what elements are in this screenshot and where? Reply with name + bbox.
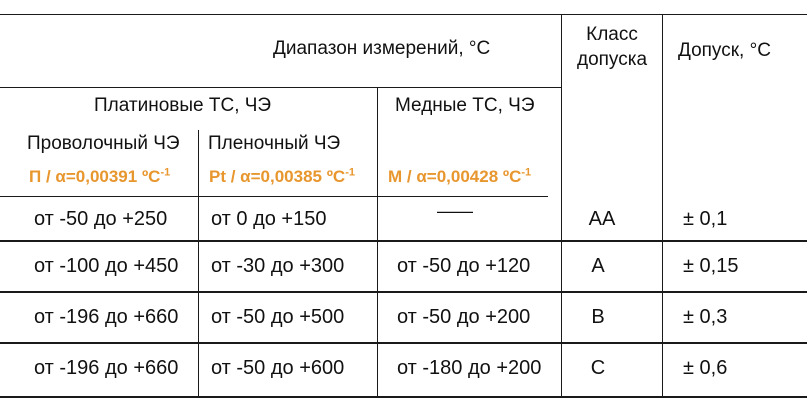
film-element-title: Пленочный ЧЭ — [208, 133, 341, 154]
divider-wire-film — [198, 130, 199, 396]
rule-row-2 — [0, 291, 807, 293]
rule-row-3 — [0, 342, 807, 344]
formula-text: П / α=0,00391 ºС — [29, 167, 161, 186]
formula-exponent: -1 — [521, 166, 532, 179]
divider-range-class — [561, 14, 562, 398]
rule-row-1 — [0, 240, 807, 242]
table-row-3-tolerance: ± 0,3 — [683, 306, 728, 328]
divider-platinum-copper — [377, 88, 378, 396]
table-row-2-film: от -30 до +300 — [211, 255, 345, 277]
table-row-3-wire: от -196 до +660 — [34, 306, 179, 328]
class-title-line1: Класс — [586, 24, 638, 45]
divider-class-tolerance — [662, 14, 663, 398]
table-row-1-film: от 0 до +150 — [211, 208, 327, 230]
formula-text: М / α=0,00428 ºС — [388, 167, 522, 186]
class-title — [577, 22, 647, 72]
table-row-1-copper: —— — [437, 201, 473, 221]
table-row-1-tolerance: ± 0,1 — [683, 208, 728, 230]
table-row-2-class: А — [591, 255, 605, 277]
rule-bottom — [0, 396, 807, 398]
table-row-3-class: В — [591, 306, 605, 328]
table-row-2-wire: от -100 до +450 — [34, 255, 179, 277]
table-row-3-film: от -50 до +500 — [211, 306, 345, 328]
table-row-4-film: от -50 до +600 — [211, 357, 345, 379]
class-title-line2: допуска — [576, 49, 648, 70]
tolerance-title: Допуск, °С — [678, 40, 771, 61]
formula-text: Pt / α=0,00385 ºС — [209, 167, 346, 186]
copper-group-title: Медные ТС, ЧЭ — [395, 95, 535, 116]
table-row-4-tolerance: ± 0,6 — [683, 357, 728, 379]
rule-header — [0, 87, 561, 88]
table-row-2-copper: от -50 до +120 — [397, 255, 531, 277]
table-row-2-tolerance: ± 0,15 — [683, 255, 739, 277]
table-row-4-wire: от -196 до +660 — [34, 357, 179, 379]
formula-platinum-wire — [29, 168, 170, 185]
formula-copper — [388, 168, 531, 185]
rule-top — [0, 14, 807, 15]
table-row-4-class: С — [590, 357, 606, 379]
formula-platinum-film — [209, 168, 355, 185]
platinum-group-title: Платиновые ТС, ЧЭ — [94, 95, 272, 116]
table-row-1-class: АА — [588, 208, 616, 230]
rule-subheader — [0, 196, 548, 197]
table-row-3-copper: от -50 до +200 — [397, 306, 531, 328]
formula-exponent: -1 — [160, 166, 171, 179]
formula-exponent: -1 — [345, 166, 355, 179]
wire-element-title: Проволочный ЧЭ — [27, 133, 180, 154]
table-row-4-copper: от -180 до +200 — [397, 357, 542, 379]
table-row-1-wire: от -50 до +250 — [34, 208, 168, 230]
range-title: Диапазон измерений, °С — [273, 38, 491, 59]
